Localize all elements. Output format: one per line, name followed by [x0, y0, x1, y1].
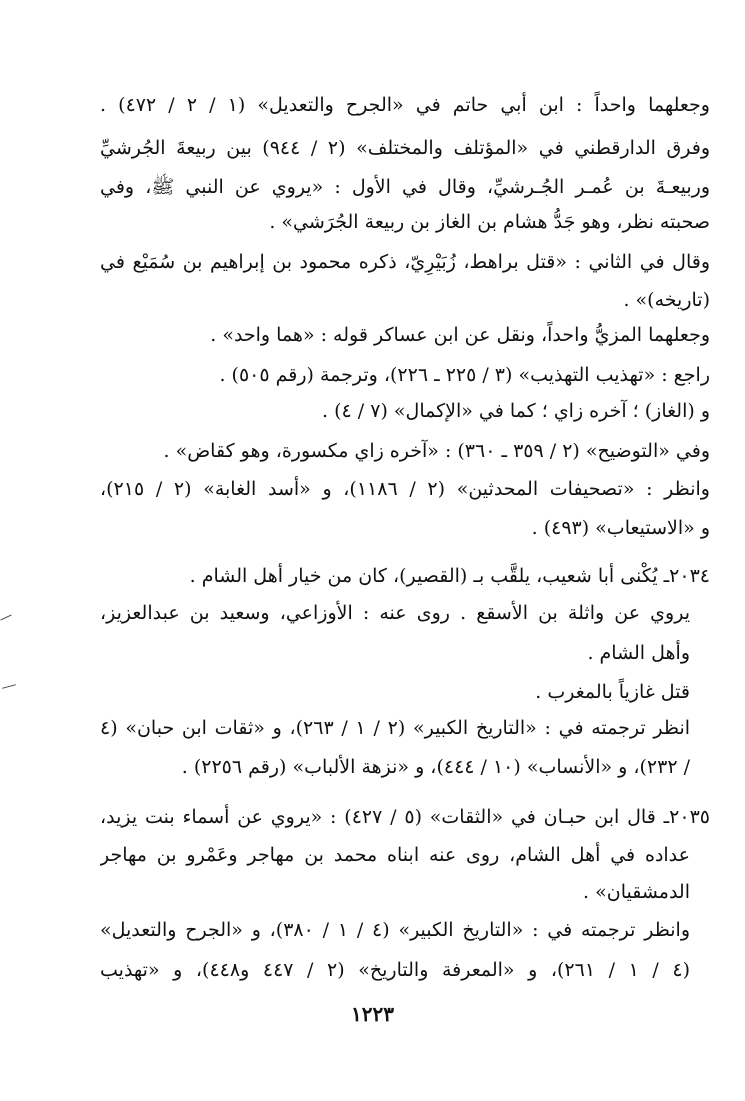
text-line: و «الاستيعاب» (٤٩٣) . [531, 517, 710, 539]
text-line: وانظر ترجمته في : «التاريخ الكبير» (٤ / ١ / ٣٨٠)، و «الجرح والتعديل» [100, 919, 690, 941]
text-line: وفرق الدارقطني في «المؤتلف والمختلف» (٢ / ٩٤٤) بين ربيعةَ الجُرشيِّ [100, 137, 710, 159]
text-line: الدمشقيان» . [583, 881, 690, 903]
text-line: انظر ترجمته في : «التاريخ الكبير» (٢ / ١ / ٢٦٣)، و «ثقات ابن حبان» (٤ [100, 717, 690, 739]
text-line: (٤ / ١ / ٢٦١)، و «المعرفة والتاريخ» (٢ / ٤٤٧ و٤٤٨)، و «تهذيب [100, 959, 690, 981]
text-line: يروي عن واثلة بن الأسقع . روى عنه : الأوزاعي، وسعيد بن عبدالعزيز، [100, 602, 690, 624]
entry-2034-heading: ٢٠٣٤ـ يُكْنى أبا شعيب، يلقَّب بـ (القصير)، كان من خيار أهل الشام . [189, 565, 710, 587]
text-line: وانظر : «تصحيفات المحدثين» (٢ / ١١٨٦)، و «أسد الغابة» (٢ / ٢١٥)، [100, 478, 710, 500]
text-line: وفي «التوضيح» (٢ / ٣٥٩ ـ ٣٦٠) : «آخره زاي مكسورة، وهو كقاض» . [163, 440, 710, 462]
text-line: / ٢٣٢)، و «الأنساب» (١٠ / ٤٤٤)، و «نزهة الألباب» (رقم ٢٢٥٦) . [181, 756, 690, 778]
text-line: و (الغاز) ؛ آخره زاي ؛ كما في «الإكمال» (٧ / ٤) . [322, 400, 710, 422]
entry-2035-heading: ٢٠٣٥ـ قال ابن حبـان في «الثقات» (٥ / ٤٢٧) : «يروي عن أسماء بنت يزيد، [100, 806, 710, 828]
text-line: وأهل الشام . [587, 642, 690, 664]
text-line: وربيعـةَ بن عُمـر الجُـرشيِّ، وقال في الأول : «يروي عن النبي ﷺ، وفي [100, 176, 710, 198]
text-line: قتل غازياً بالمغرب . [535, 681, 690, 703]
scan-mark [0, 615, 11, 621]
text-line: صحبته نظر، وهو جَدُّ هشام بن الغاز بن ربيعة الجُرَشي» . [269, 211, 710, 233]
scan-mark [2, 684, 16, 689]
text-line: عداده في أهل الشام، روى عنه ابناه محمد بن مهاجر وعَمْرو بن مهاجر [100, 844, 690, 866]
text-line: راجع : «تهذيب التهذيب» (٣ / ٢٢٥ ـ ٢٢٦)، وترجمة (رقم ٥٠٥) . [219, 364, 710, 386]
text-line: وجعلهما المزيُّ واحداً، ونقل عن ابن عساكر قوله : «هما واحد» . [210, 324, 710, 346]
text-line: وقال في الثاني : «قتل براهط، زُبَيْرِيّ، ذكره محمود بن إبراهيم بن سُمَيْع في [100, 251, 710, 273]
text-line: وجعلهما واحداً : ابن أبي حاتم في «الجرح والتعديل» (١ / ٢ / ٤٧٢) . [100, 94, 710, 116]
page-number: ١٢٢٣ [351, 1002, 394, 1026]
text-line: (تاريخه)» . [623, 289, 710, 311]
